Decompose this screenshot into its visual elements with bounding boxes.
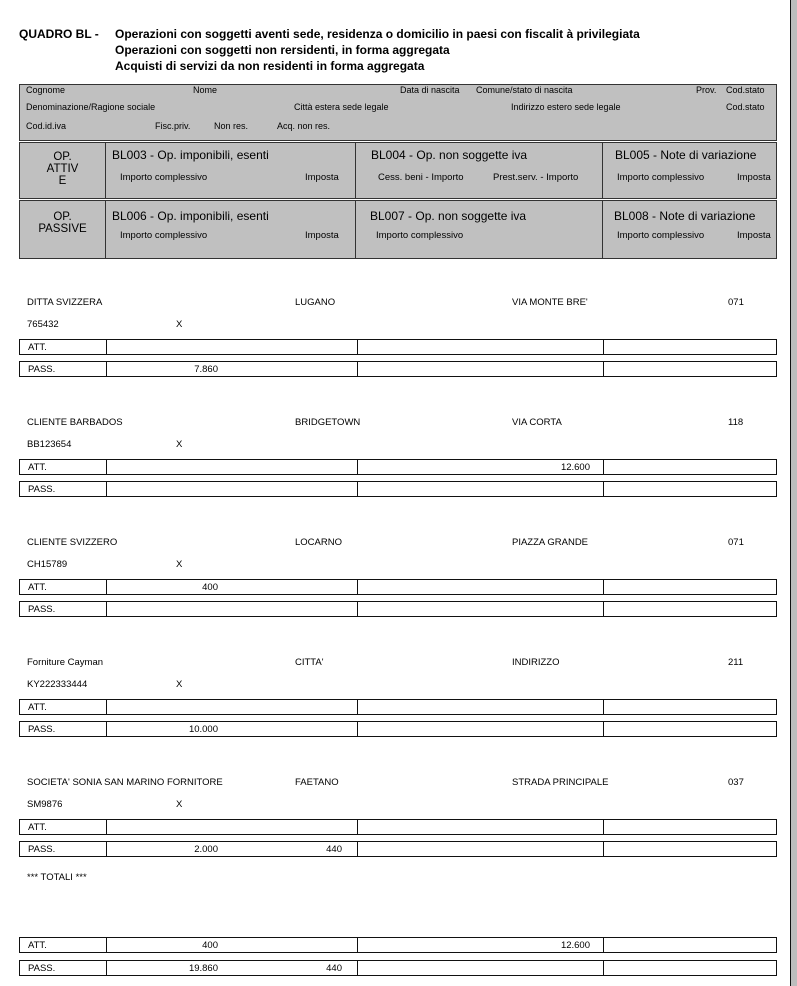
record-city: CITTA'	[295, 657, 324, 668]
title-line-1: Operazioni con soggetti aventi sede, residenza o domicilio in paesi con fiscalit à privilegiata	[115, 27, 640, 41]
hdr-cod-stato: Cod.stato	[726, 85, 765, 95]
fields-header	[19, 84, 777, 141]
row-label: ATT.	[28, 462, 47, 473]
record-name: SOCIETA' SONIA SAN MARINO FORNITORE	[27, 777, 223, 788]
record-pass-row	[19, 361, 777, 377]
hdr-prov: Prov.	[696, 85, 717, 95]
record-fisc-priv-flag: X	[176, 319, 183, 330]
pass-bl006-importo: 10.000	[188, 724, 218, 735]
record-country-code: 071	[728, 537, 744, 548]
record-iva-code: SM9876	[27, 799, 63, 810]
row-label: ATT.	[28, 822, 47, 833]
hdr-fisc-priv: Fisc.priv.	[155, 121, 191, 131]
record-pass-row	[19, 481, 777, 497]
hdr-acq-non-res: Acq. non res.	[277, 121, 331, 131]
row-label: PASS.	[28, 844, 56, 855]
bl007-importo-label: Importo complessivo	[376, 230, 464, 241]
hdr-denominazione: Denominazione/Ragione sociale	[26, 102, 156, 112]
hdr-data-nascita: Data di nascita	[400, 85, 460, 95]
att-bl003-importo: 400	[202, 582, 218, 593]
record-iva-code: CH15789	[27, 559, 68, 570]
record-iva-code: 765432	[27, 319, 59, 330]
record-address: VIA MONTE BRE'	[512, 297, 588, 308]
bl005-importo-label: Importo complessivo	[617, 172, 705, 183]
record-fisc-priv-flag: X	[176, 679, 183, 690]
bl004-title: BL004 - Op. non soggette iva	[371, 148, 528, 162]
record-pass-row	[19, 601, 777, 617]
op-attive-label: OP. ATTIV E	[46, 151, 79, 187]
bl003-title: BL003 - Op. imponibili, esenti	[112, 148, 269, 162]
hdr-indirizzo-estero: Indirizzo estero sede legale	[511, 102, 621, 112]
record-fisc-priv-flag: X	[176, 439, 183, 450]
record-name: Forniture Cayman	[27, 657, 104, 668]
bl008-title: BL008 - Note di variazione	[614, 209, 756, 223]
hdr-cognome: Cognome	[26, 85, 66, 95]
hdr-cod-iva: Cod.id.iva	[26, 121, 67, 131]
totals-pass-bl006-importo: 19.860	[188, 963, 218, 974]
row-label: PASS.	[28, 724, 56, 735]
record-att-row	[19, 579, 777, 595]
hdr-citta-estera: Città estera sede legale	[294, 102, 389, 112]
bl005-imposta-label: Imposta	[737, 172, 771, 183]
title-line-2: Operazioni con soggetti non rersidenti, in forma aggregata	[115, 43, 450, 57]
record-city: LUGANO	[295, 297, 336, 308]
hdr-nome: Nome	[193, 85, 218, 95]
op-passive-header	[19, 200, 777, 259]
record-address: INDIRIZZO	[512, 657, 560, 668]
totals-att-row	[19, 937, 777, 953]
bl006-importo-label: Importo complessivo	[120, 230, 208, 241]
att-bl004: 12.600	[560, 462, 590, 473]
record-att-row	[19, 339, 777, 355]
record-pass-row	[19, 721, 777, 737]
totals-pass-row	[19, 960, 777, 976]
record-name: CLIENTE SVIZZERO	[27, 537, 118, 548]
record-address: STRADA PRINCIPALE	[512, 777, 609, 788]
bl004-prest-label: Prest.serv. - Importo	[493, 172, 579, 183]
record-iva-code: KY222333444	[27, 679, 88, 690]
record-att-row	[19, 459, 777, 475]
bl005-title: BL005 - Note di variazione	[615, 148, 757, 162]
bl003-importo-label: Importo complessivo	[120, 172, 208, 183]
totals-att-bl004: 12.600	[560, 940, 590, 951]
row-label: PASS.	[28, 604, 56, 615]
record-city: FAETANO	[295, 777, 339, 788]
record-att-row	[19, 819, 777, 835]
op-passive-label: OP. PASSIVE	[38, 211, 87, 235]
bl008-imposta-label: Imposta	[737, 230, 771, 241]
totals-pass-bl006-imposta: 440	[326, 963, 342, 974]
record-city: LOCARNO	[295, 537, 342, 548]
bl006-title: BL006 - Op. imponibili, esenti	[112, 209, 269, 223]
record-country-code: 037	[728, 777, 744, 788]
record-country-code: 118	[728, 417, 744, 428]
record-pass-row	[19, 841, 777, 857]
pass-bl006-importo: 2.000	[194, 844, 218, 855]
hdr-non-res: Non res.	[214, 121, 249, 131]
quadro-label: QUADRO BL -	[19, 27, 99, 41]
record-country-code: 071	[728, 297, 744, 308]
record-country-code: 211	[728, 657, 744, 668]
row-label: ATT.	[28, 342, 47, 353]
record-name: DITTA SVIZZERA	[27, 297, 103, 308]
record-address: VIA CORTA	[512, 417, 562, 428]
row-label: PASS.	[28, 963, 56, 974]
record-city: BRIDGETOWN	[295, 417, 361, 428]
record-fisc-priv-flag: X	[176, 559, 183, 570]
row-label: ATT.	[28, 940, 47, 951]
totals-label: *** TOTALI ***	[27, 872, 87, 883]
op-attive-header	[19, 142, 777, 199]
record-fisc-priv-flag: X	[176, 799, 183, 810]
hdr-cod-stato-2: Cod.stato	[726, 102, 765, 112]
row-label: PASS.	[28, 484, 56, 495]
bl006-imposta-label: Imposta	[305, 230, 339, 241]
row-label: ATT.	[28, 582, 47, 593]
bl008-importo-label: Importo complessivo	[617, 230, 705, 241]
hdr-comune-nascita: Comune/stato di nascita	[476, 85, 573, 95]
page-edge-shadow	[791, 0, 797, 986]
pass-bl006-importo: 7.860	[194, 364, 218, 375]
record-iva-code: BB123654	[27, 439, 72, 450]
record-name: CLIENTE BARBADOS	[27, 417, 123, 428]
bl004-cess-label: Cess. beni - Importo	[378, 172, 464, 183]
bl003-imposta-label: Imposta	[305, 172, 339, 183]
title-line-3: Acquisti di servizi da non residenti in forma aggregata	[115, 59, 425, 73]
totals-att-bl003-importo: 400	[202, 940, 218, 951]
pass-bl006-imposta: 440	[326, 844, 342, 855]
record-att-row	[19, 699, 777, 715]
record-address: PIAZZA GRANDE	[512, 537, 589, 548]
row-label: ATT.	[28, 702, 47, 713]
row-label: PASS.	[28, 364, 56, 375]
bl007-title: BL007 - Op. non soggette iva	[370, 209, 527, 223]
